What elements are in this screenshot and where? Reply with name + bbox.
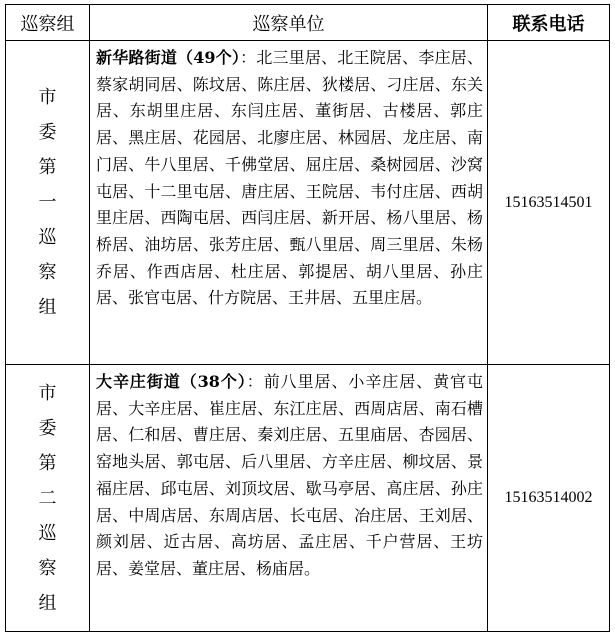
- phone-number: 15163514501: [488, 41, 610, 365]
- header-units: 巡察单位: [90, 5, 488, 41]
- group-char: 巡: [38, 522, 57, 544]
- header-phone: 联系电话: [488, 5, 610, 41]
- header-group: 巡察组: [6, 5, 90, 41]
- units-cell: [90, 41, 488, 365]
- group-char: 察: [38, 557, 57, 579]
- group-char: 第: [38, 157, 57, 178]
- phone-number: 15163514002: [488, 365, 610, 632]
- units-list: 前八里居、小辛庄居、黄官屯居、大辛庄居、崔庄居、东江庄居、西周店居、南石槽居、仁和居、曹庄居、秦刘庄居、五里庙居、杏园居、窑地头居、郭屯居、后八里居、方辛庄居、柳坟居、景福庄居、邱屯居、刘顶坟居、歇马亭居、高庄居、孙庄居、中周店居、东周店居、长屯居、冶庄居、王刘居、颜刘居、近古居、高坊居、孟庄居、千户营居、王坊居、姜堂居、董庄居、杨庙居。: [96, 372, 483, 578]
- district-name: 大辛庄街道（38个）: [96, 372, 247, 391]
- district-sep: ：: [246, 372, 264, 391]
- table-row: [6, 41, 610, 365]
- district-name: 新华路街道（49个）: [96, 48, 241, 67]
- group-char: 组: [38, 297, 57, 318]
- inspection-table: [5, 4, 610, 632]
- group-char: 组: [38, 592, 57, 614]
- district-sep: ：: [240, 48, 257, 67]
- group-char: 市: [38, 87, 57, 108]
- group-name: [6, 376, 89, 621]
- group-char: 巡: [38, 227, 57, 248]
- units-list: 北三里居、北王院居、李庄居、蔡家胡同居、陈坟居、陈庄居、狄楼居、刁庄居、东关居、东胡里庄居、东闫庄居、董街居、古楼居、郭庄居、黑庄居、花园居、北廖庄居、林园居、龙庄居、南门居、牛八里居、千佛堂居、屈庄居、桑树园居、沙窝屯居、十二里屯居、唐庄居、王院居、韦付庄居、西胡里庄居、西陶屯居、西闫庄居、新开居、杨八里居、杨桥居、油坊居、张芳庄居、甄八里居、周三里居、朱杨乔居、作西店居、杜庄居、郭提居、胡八里居、孙庄居、张官屯居、什方院居、王井居、五里庄居。: [96, 48, 483, 308]
- header-row: [6, 5, 610, 41]
- group-char: 市: [38, 382, 57, 404]
- group-char: 察: [38, 262, 57, 283]
- units-cell: [90, 365, 488, 632]
- group-char: 二: [38, 487, 57, 509]
- group-char: 一: [38, 192, 57, 213]
- group-char: 第: [38, 452, 57, 474]
- group-cell: [6, 41, 90, 365]
- table-row: [6, 365, 610, 632]
- group-char: 委: [38, 417, 57, 439]
- group-char: 委: [38, 122, 57, 143]
- group-name: [6, 80, 89, 325]
- group-cell: [6, 365, 90, 632]
